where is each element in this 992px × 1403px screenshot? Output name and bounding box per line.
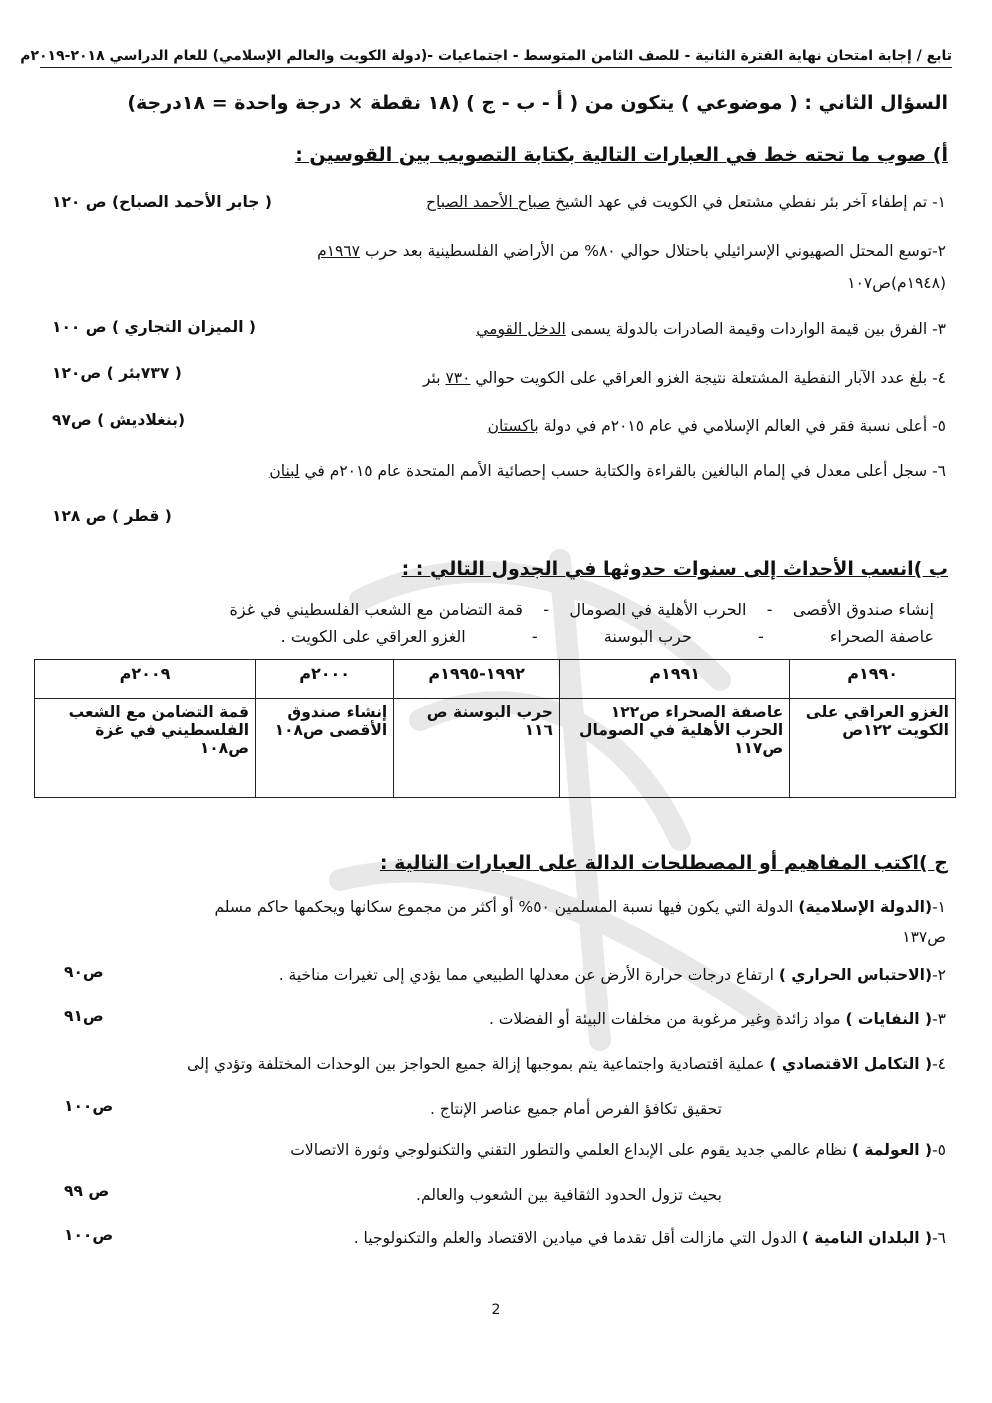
- year-cell: ١٩٩١م: [559, 660, 789, 699]
- event-item: قمة التضامن مع الشعب الفلسطيني في غزة: [229, 600, 523, 619]
- section-c-item-1: [214, 898, 946, 916]
- term: ( التكامل الاقتصادي ): [769, 1055, 933, 1073]
- underlined-phrase: ١٩٦٧م: [317, 242, 361, 260]
- answer-cell: الغزو العراقي على الكويت ١٢٢ص: [790, 699, 956, 798]
- item-text: ٦- سجل أعلى معدل في إلمام البالغين بالقراءة والكتابة حسب إحصائية الأمم المتحدة عام ٢٠١٥م في: [299, 462, 946, 480]
- underlined-phrase: صباح الأحمد الصباح: [426, 193, 551, 211]
- year-cell: ١٩٩٢-١٩٩٥م: [394, 660, 560, 699]
- definition: نظام عالمي جديد يقوم على الإبداع العلمي والتطور التقني والتكنولوجي وثورة الاتصالات: [290, 1141, 852, 1159]
- term: ( العولمة ): [851, 1141, 933, 1159]
- section-c-page-1: ص١٣٧: [902, 928, 946, 946]
- section-a-answer-6: ( قطر ) ص ١٢٨: [52, 507, 172, 525]
- underlined-phrase: لبنان: [269, 462, 300, 480]
- answers-row: [35, 699, 956, 798]
- answer-cell: إنشاء صندوق الأقصى ص١٠٨: [256, 699, 394, 798]
- event-item: عاصفة الصحراء: [829, 627, 934, 646]
- item-text: ٣- الفرق بين قيمة الواردات وقيمة الصادرات بالدولة يسمى: [565, 320, 946, 338]
- section-c-item-6: [354, 1229, 946, 1247]
- section-c-page-4: ص١٠٠: [64, 1097, 114, 1115]
- events-row-2: [281, 627, 934, 646]
- answer-cell: حرب البوسنة ص ١١٦: [394, 699, 560, 798]
- term: (الدولة الإسلامية): [798, 898, 933, 916]
- term: ( البلدان النامية ): [801, 1229, 933, 1247]
- term: ( النفايات ): [845, 1010, 933, 1028]
- event-separator: -: [766, 600, 773, 619]
- section-a-answer-2: (١٩٤٨م)ص١٠٧: [847, 274, 946, 292]
- section-c-page-5: ص ٩٩: [64, 1182, 110, 1200]
- underlined-phrase: باكستان: [487, 417, 539, 435]
- definition: مواد زائدة وغير مرغوبة من مخلفات البيئة أو الفضلات .: [488, 1010, 846, 1028]
- section-a-item-1: [426, 193, 946, 211]
- item-text: ٤- بلغ عدد الآبار النفطية المشتعلة نتيجة الغزو العراقي على الكويت حوالي: [470, 369, 946, 387]
- definition: الدولة التي يكون فيها نسبة المسلمين ٥٠% أو أكثر من مجموع سكانها ويحكمها حاكم مسلم: [214, 898, 799, 916]
- underlined-phrase: ٧٣٠: [445, 369, 471, 387]
- item-text: ١- تم إطفاء آخر بئر نفطي مشتعل في الكويت في عهد الشيخ: [550, 193, 946, 211]
- definition: الدول التي مازالت أقل تقدما في ميادين الاقتصاد والعلم والتكنولوجيا .: [353, 1229, 802, 1247]
- section-a-answer-5: (بنغلاديش ) ص٩٧: [52, 411, 186, 429]
- event-item: إنشاء صندوق الأقصى: [792, 600, 934, 619]
- section-a-item-5: [488, 417, 946, 435]
- section-c-page-6: ص١٠٠: [64, 1226, 114, 1244]
- section-a-item-4: [423, 369, 946, 387]
- section-c-item-2: [279, 966, 946, 984]
- question-title: السؤال الثاني : ( موضوعي ) يتكون من ( أ - ب - ج ) (١٨ نقطة × درجة واحدة = ١٨درجة): [127, 92, 948, 114]
- year-cell: ١٩٩٠م: [790, 660, 956, 699]
- events-row-1: [229, 600, 934, 619]
- item-text: ٢-توسع المحتل الصهيوني الإسرائيلي باحتلال حوالي ٨٠% من الأراضي الفلسطينية بعد حرب: [360, 242, 946, 260]
- item-number: ٤-: [932, 1055, 946, 1073]
- section-a-item-6: [269, 462, 946, 480]
- section-c-cont-4: تحقيق تكافؤ الفرص أمام جميع عناصر الإنتاج .: [430, 1100, 722, 1118]
- section-a-answer-4: ( ٧٣٧بئر ) ص١٢٠: [52, 364, 182, 382]
- section-a-item-3: [476, 320, 946, 338]
- section-c-page-3: ص٩١: [64, 1007, 104, 1025]
- answer-cell: عاصفة الصحراء ص١٢٢ الحرب الأهلية في الصومال ص١١٧: [559, 699, 789, 798]
- event-item: الغزو العراقي على الكويت .: [280, 627, 466, 646]
- underlined-phrase: الدخل القومي: [476, 320, 566, 338]
- section-c-heading: ج )اكتب المفاهيم أو المصطلحات الدالة على العبارات التالية :: [379, 852, 948, 874]
- section-a-heading: أ) صوب ما تحته خط في العبارات التالية بكتابة التصويب بين القوسين :: [295, 144, 948, 166]
- answer-cell: قمة التضامن مع الشعب الفلسطيني في غزة ص١٠٨: [35, 699, 256, 798]
- years-header-row: [35, 660, 956, 699]
- item-number: ٣-: [932, 1010, 946, 1028]
- event-separator: -: [531, 627, 538, 646]
- event-item: الحرب الأهلية في الصومال: [569, 600, 747, 619]
- section-c-page-2: ص٩٠: [64, 963, 104, 981]
- section-a-item-2: [317, 242, 946, 260]
- event-separator: -: [543, 600, 550, 619]
- section-a-answer-3: ( الميزان التجاري ) ص ١٠٠: [52, 318, 257, 336]
- section-c-item-5: [290, 1141, 946, 1159]
- item-number: ٥-: [932, 1141, 946, 1159]
- term: (الاحتباس الحراري ): [778, 966, 933, 984]
- exam-header: تابع / إجابة امتحان نهاية الفترة الثانية - للصف الثامن المتوسط - اجتماعيات -(دولة الكويت والعالم الإسلامي) للعام الدراسي ٢٠١٨-٢٠١٩م: [40, 48, 952, 68]
- years-table: [34, 659, 956, 798]
- event-item: حرب البوسنة: [603, 627, 692, 646]
- year-cell: ٢٠٠٠م: [256, 660, 394, 699]
- item-number: ٦-: [932, 1229, 946, 1247]
- item-suffix: بئر: [422, 369, 446, 387]
- section-c-item-4: [187, 1055, 946, 1073]
- page-number: 2: [491, 1302, 501, 1318]
- item-number: ١-: [932, 898, 946, 916]
- item-number: ٢-: [932, 966, 946, 984]
- section-c-item-3: [489, 1010, 946, 1028]
- year-cell: ٢٠٠٩م: [35, 660, 256, 699]
- section-c-cont-5: بحيث تزول الحدود الثقافية بين الشعوب والعالم.: [415, 1186, 722, 1204]
- definition: عملية اقتصادية واجتماعية يتم بموجبها إزالة جميع الحواجز بين الوحدات المختلفة وتؤدي إلى: [186, 1055, 770, 1073]
- definition: ارتفاع درجات حرارة الأرض عن معدلها الطبيعي مما يؤدي إلى تغيرات مناخية .: [278, 966, 779, 984]
- event-separator: -: [758, 627, 764, 646]
- section-a-answer-1: ( جابر الأحمد الصباح) ص ١٢٠: [52, 193, 272, 211]
- item-text: ٥- أعلى نسبة فقر في العالم الإسلامي في عام ٢٠١٥م في دولة: [538, 417, 946, 435]
- section-b-heading: ب )انسب الأحداث إلى سنوات حدوثها في الجدول التالي : :: [401, 558, 948, 580]
